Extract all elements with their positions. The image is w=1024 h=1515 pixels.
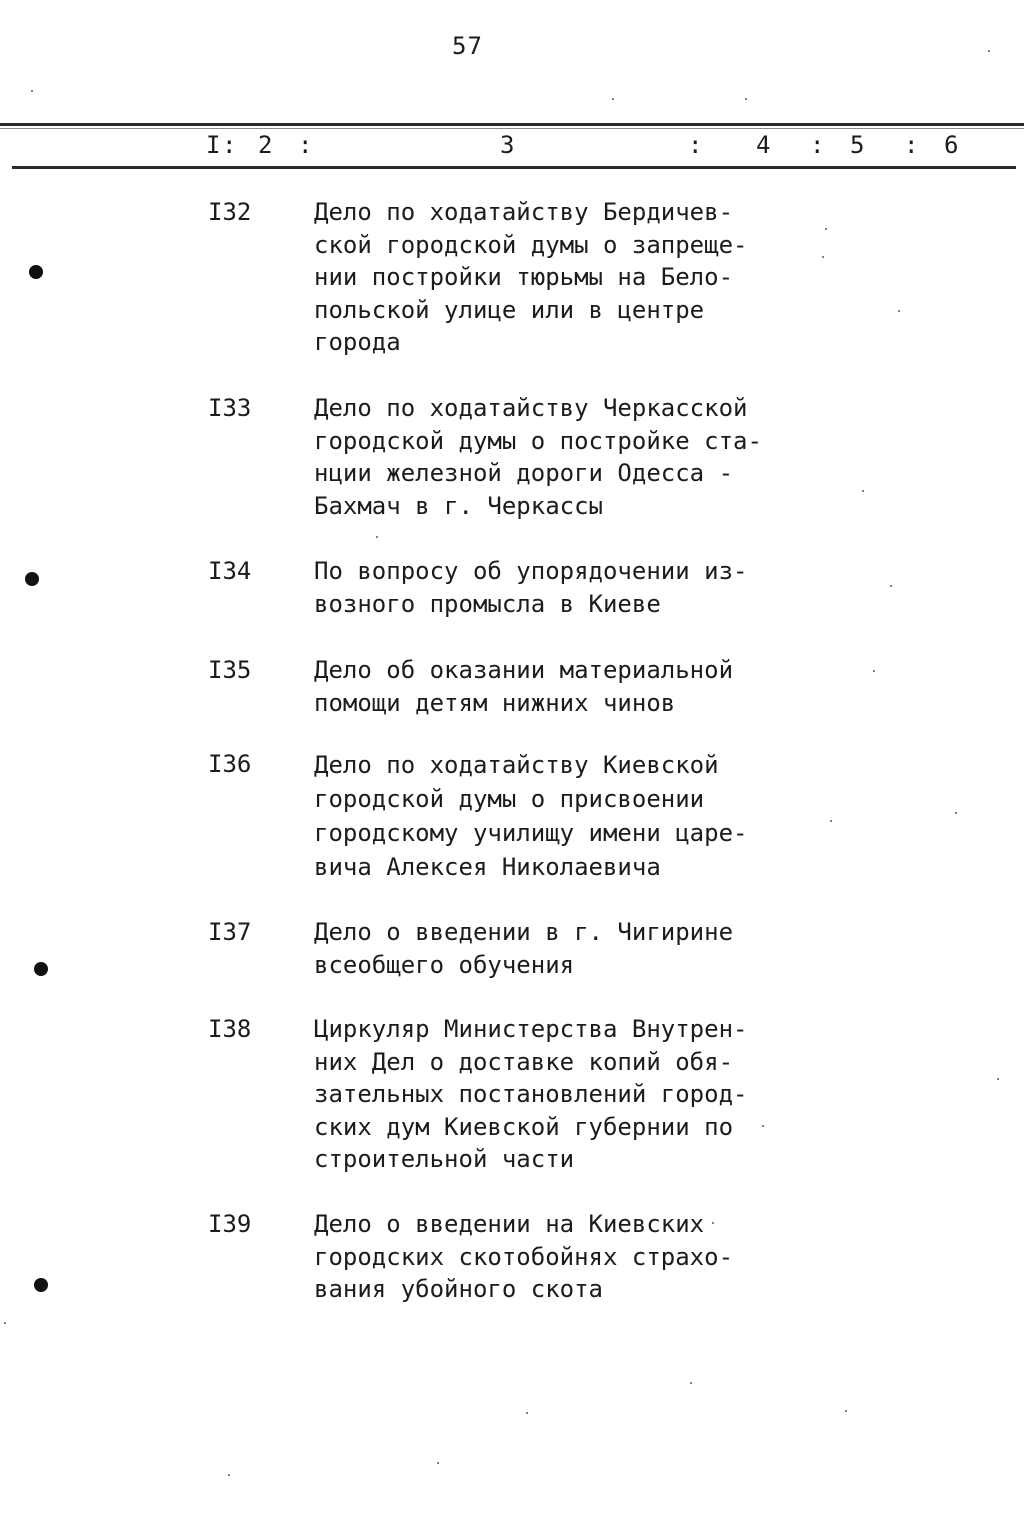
entry-number: I39 bbox=[208, 1210, 252, 1238]
entry-title-line: вания убойного скота bbox=[314, 1275, 603, 1303]
scan-speck bbox=[845, 1410, 847, 1412]
scan-speck bbox=[526, 1412, 528, 1414]
column-header-5: 5 bbox=[850, 131, 865, 159]
entry-title bbox=[314, 555, 754, 620]
scan-speck bbox=[762, 1125, 764, 1127]
scan-speck bbox=[825, 228, 827, 230]
scan-speck bbox=[745, 98, 747, 100]
scan-speck bbox=[955, 812, 957, 814]
scan-speck bbox=[690, 1382, 692, 1384]
table-top-rule bbox=[0, 123, 1024, 126]
entry-title bbox=[314, 196, 754, 359]
table-header-rule bbox=[12, 166, 1016, 169]
column-separator: : bbox=[688, 131, 703, 159]
column-header-1: I bbox=[206, 131, 221, 159]
entry-title bbox=[314, 654, 754, 719]
entry-title bbox=[314, 392, 762, 522]
entry-title-line: Дело о введении на Киевских bbox=[314, 1210, 705, 1238]
entry-number: I37 bbox=[208, 918, 252, 946]
entry-title-line: помощи детям нижних чинов bbox=[314, 688, 676, 717]
scan-speck bbox=[830, 820, 832, 822]
scan-speck bbox=[822, 256, 824, 258]
entry-title-line: Дело по ходатайству Киевской bbox=[314, 751, 719, 779]
punch-hole-mark bbox=[29, 265, 43, 279]
entry-title-line: Циркуляр Министерства Внутрен- bbox=[314, 1015, 748, 1043]
entry-title bbox=[314, 1208, 754, 1306]
column-separator: : bbox=[904, 131, 919, 159]
scan-speck bbox=[890, 585, 892, 587]
scan-speck bbox=[31, 90, 33, 92]
entry-number: I34 bbox=[208, 557, 252, 585]
scan-speck bbox=[376, 536, 378, 538]
entry-title-line: ской городской думы о запреще- bbox=[314, 230, 748, 259]
column-separator: : bbox=[222, 131, 237, 159]
table-top-rule-thin bbox=[0, 128, 1024, 129]
entry-title-line: нции железной дороги Одесса - bbox=[314, 459, 734, 487]
entry-number: I36 bbox=[208, 750, 252, 778]
column-separator: : bbox=[298, 131, 313, 159]
entry-title bbox=[314, 916, 754, 981]
entry-title-line: Дело об оказании материальной bbox=[314, 656, 734, 684]
punch-hole-mark bbox=[34, 1278, 48, 1292]
entry-title-line: городских скотобойнях страхо- bbox=[314, 1242, 734, 1271]
column-header-3: 3 bbox=[500, 131, 515, 159]
scan-speck bbox=[437, 1462, 439, 1464]
punch-hole-mark bbox=[34, 962, 48, 976]
column-header-2: 2 bbox=[258, 131, 273, 159]
entry-title-line: зательных постановлений город- bbox=[314, 1080, 748, 1108]
scan-speck bbox=[997, 1078, 999, 1080]
entry-title-line: городской думы о постройке ста- bbox=[314, 426, 762, 455]
scan-speck bbox=[988, 50, 990, 52]
entry-title-line: города bbox=[314, 328, 401, 356]
entry-title-line: Дело о введении в г. Чигирине bbox=[314, 918, 734, 946]
entry-number: I33 bbox=[208, 394, 252, 422]
scan-speck bbox=[228, 1474, 230, 1476]
column-header-4: 4 bbox=[756, 131, 771, 159]
scan-speck bbox=[862, 490, 864, 492]
column-header-6: 6 bbox=[944, 131, 959, 159]
entry-title-line: Дело по ходатайству Черкасской bbox=[314, 394, 748, 422]
scan-speck bbox=[898, 310, 900, 312]
scan-speck bbox=[612, 98, 614, 100]
entry-title-line: строительной части bbox=[314, 1145, 575, 1173]
scan-speck bbox=[873, 670, 875, 672]
entry-title-line: нии постройки тюрьмы на Бело- bbox=[314, 263, 734, 291]
entry-title-line: вича Алексея Николаевича bbox=[314, 853, 661, 881]
entry-title-line: городскому училищу имени царе- bbox=[314, 819, 748, 847]
punch-hole-mark bbox=[25, 572, 39, 586]
entry-title-line: Бахмач в г. Черкассы bbox=[314, 491, 603, 520]
entry-title-line: По вопросу об упорядочении из- bbox=[314, 557, 748, 585]
entry-title-line: ских дум Киевской губернии по bbox=[314, 1112, 734, 1141]
scan-speck bbox=[712, 1222, 714, 1224]
scan-speck bbox=[4, 1322, 6, 1324]
entry-title-line: польской улице или в центре bbox=[314, 295, 705, 324]
entry-title-line: них Дел о доставке копий обя- bbox=[314, 1047, 734, 1076]
entry-number: I35 bbox=[208, 656, 252, 684]
entry-title bbox=[314, 1013, 754, 1176]
entry-title bbox=[314, 748, 754, 884]
entry-title-line: Дело по ходатайству Бердичев- bbox=[314, 198, 734, 226]
entry-title-line: возного промысла в Киеве bbox=[314, 589, 661, 618]
entry-number: I38 bbox=[208, 1015, 252, 1043]
entry-title-line: городской думы о присвоении bbox=[314, 785, 705, 813]
column-separator: : bbox=[810, 131, 825, 159]
page-number: 57 bbox=[452, 32, 483, 60]
entry-number: I32 bbox=[208, 198, 252, 226]
entry-title-line: всеобщего обучения bbox=[314, 950, 575, 979]
